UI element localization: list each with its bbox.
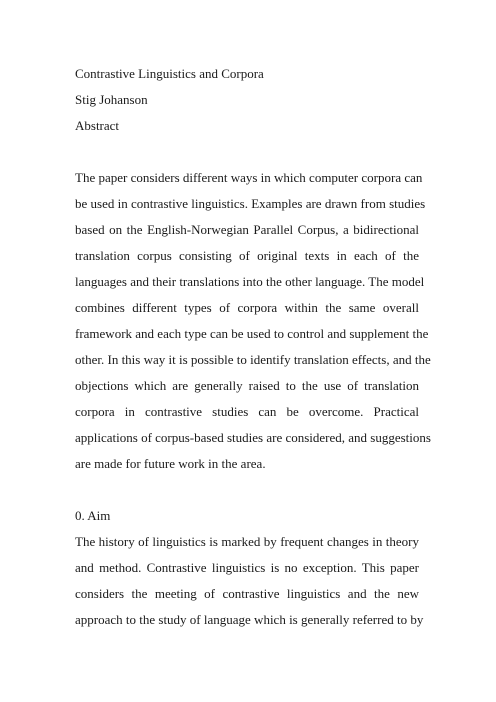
abstract-line: applications of corpus-based studies are considered, and suggestions: [75, 430, 431, 445]
body-line: approach to the study of language which is generally referred to by: [75, 612, 424, 627]
section-heading: 0. Aim: [75, 508, 111, 523]
abstract-line: objections which are generally raised to the use of translation: [75, 378, 419, 393]
abstract-line: The paper considers different ways in which computer corpora can: [75, 170, 423, 185]
abstract-line: combines different types of corpora within the same overall: [75, 300, 419, 315]
abstract-line: languages and their translations into the other language. The model: [75, 274, 425, 289]
abstract-line: other. In this way it is possible to identify translation effects, and the: [75, 352, 431, 367]
abstract-line: corpora in contrastive studies can be overcome. Practical: [75, 404, 419, 419]
abstract-line: are made for future work in the area.: [75, 456, 266, 471]
abstract-heading: Abstract: [75, 118, 120, 133]
abstract-line: be used in contrastive linguistics. Examples are drawn from studies: [75, 196, 426, 211]
abstract-line: framework and each type can be used to control and supplement the: [75, 326, 429, 341]
author-name: Stig Johanson: [75, 92, 148, 107]
body-line: considers the meeting of contrastive linguistics and the new: [75, 586, 419, 601]
body-line: The history of linguistics is marked by frequent changes in theory: [75, 534, 419, 549]
document-title: Contrastive Linguistics and Corpora: [75, 66, 264, 81]
abstract-line: translation corpus consisting of original texts in each of the: [75, 248, 419, 263]
body-line: and method. Contrastive linguistics is no exception. This paper: [75, 560, 419, 575]
abstract-line: based on the English-Norwegian Parallel Corpus, a bidirectional: [75, 222, 419, 237]
